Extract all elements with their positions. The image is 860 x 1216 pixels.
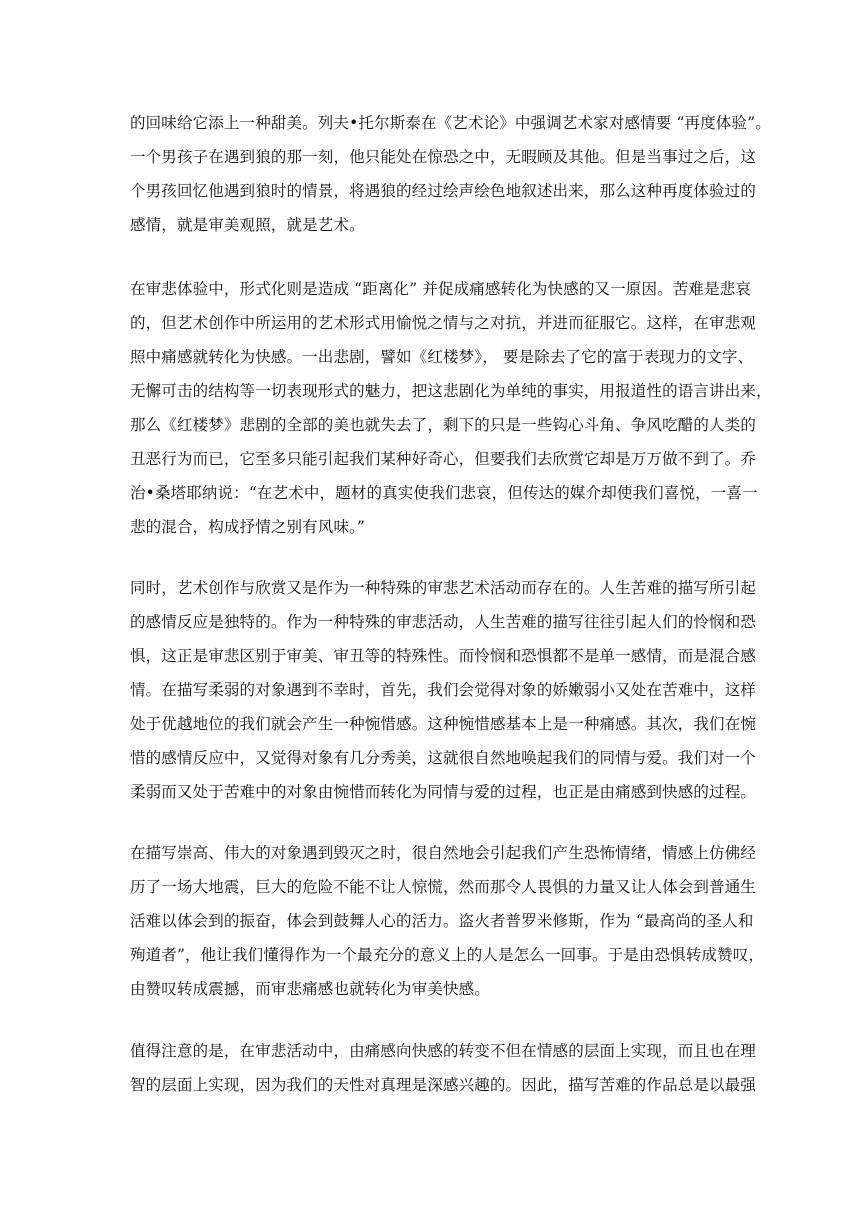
text-line: 情。在描写柔弱的对象遇到不幸时，首先，我们会觉得对象的娇嫩弱小又处在苦难中，这样: [130, 681, 757, 699]
text-line: 治•桑塔耶纳说：“在艺术中，题材的真实使我们悲哀，但传达的媒介却使我们喜悦，一喜一: [130, 484, 758, 502]
text-line: 智的层面上实现，因为我们的天性对真理是深感兴趣的。因此，描写苦难的作品总是以最强: [130, 1076, 757, 1094]
text-line: 同时，艺术创作与欣赏又是作为一种特殊的审悲艺术活动而存在的。人生苦难的描写所引起: [130, 579, 757, 597]
paragraph-2: [130, 272, 772, 544]
text-line: 惧，这正是审悲区别于审美、审丑等的特殊性。而怜悯和恐惧都不是单一感情，而是混合感: [130, 647, 757, 665]
text-line: 由赞叹转成震撼，而审悲痛感也就转化为审美快感。: [130, 980, 490, 998]
text-line: 丑恶行为而已，它至多只能引起我们某种好奇心，但要我们去欣赏它却是万万做不到了。乔: [130, 450, 757, 468]
text-line: 历了一场大地震，巨大的危险不能不让人惊慌，然而那令人畏惧的力量又让人体会到普通生: [130, 878, 757, 896]
text-line: 在描写崇高、伟大的对象遇到毁灭之时，很自然地会引起我们产生恐怖情绪，情感上仿佛经: [130, 844, 757, 862]
paragraph-3: [130, 571, 757, 809]
paragraph-1: [130, 106, 771, 242]
text-line: 个男孩回忆他遇到狼时的情景，将遇狼的经过绘声绘色地叙述出来，那么这种再度体验过的: [130, 182, 757, 200]
text-line: 照中痛感就转化为快感。一出悲剧，譬如《红楼梦》， 要是除去了它的富于表现力的文字、: [130, 348, 754, 366]
text-line: 处于优越地位的我们就会产生一种惋惜感。这种惋惜感基本上是一种痛感。其次，我们在惋: [130, 715, 757, 733]
text-line: 柔弱而又处于苦难中的对象由惋惜而转化为同情与爱的过程，也正是由痛感到快感的过程。: [130, 783, 757, 801]
text-line: 活难以体会到的振奋，体会到鼓舞人心的活力。盗火者普罗米修斯，作为 “最高尚的圣人和: [130, 912, 754, 930]
text-line: 悲的混合，构成抒情之别有风味。”: [130, 518, 366, 536]
text-line: 一个男孩子在遇到狼的那一刻，他只能处在惊恐之中，无暇顾及其他。但是当事过之后，这: [130, 148, 757, 166]
text-line: 的感情反应是独特的。作为一种特殊的审悲活动，人生苦难的描写往往引起人们的怜悯和恐: [130, 613, 757, 631]
text-line: 殉道者”，他让我们懂得作为一个最充分的意义上的人是怎么一回事。于是由恐惧转成赞叹，: [130, 946, 765, 964]
text-line: 那么《红楼梦》悲剧的全部的美也就失去了，剩下的只是一些钩心斗角、争风吃醋的人类的: [130, 416, 757, 434]
text-line: 无懈可击的结构等一切表现形式的魅力，把这悲剧化为单纯的事实，用报道性的语言讲出来，: [130, 382, 772, 400]
paragraph-4: [130, 836, 765, 1006]
text-line: 值得注意的是，在审悲活动中，由痛感向快感的转变不但在情感的层面上实现，而且也在理: [130, 1042, 757, 1060]
text-line: 感情，就是审美观照，就是艺术。: [130, 216, 365, 234]
text-line: 的回味给它添上一种甜美。列夫•托尔斯泰在《艺术论》中强调艺术家对感情要 “再度体验”。: [130, 114, 771, 132]
text-line: 在审悲体验中，形式化则是造成 “距离化” 并促成痛感转化为快感的又一原因。苦难是悲哀: [130, 280, 752, 298]
paragraph-5: [130, 1034, 757, 1102]
text-line: 惜的感情反应中，又觉得对象有几分秀美，这就很自然地唤起我们的同情与爱。我们对一个: [130, 749, 757, 767]
text-line: 的，但艺术创作中所运用的艺术形式用愉悦之情与之对抗，并进而征服它。这样，在审悲观: [130, 314, 757, 332]
